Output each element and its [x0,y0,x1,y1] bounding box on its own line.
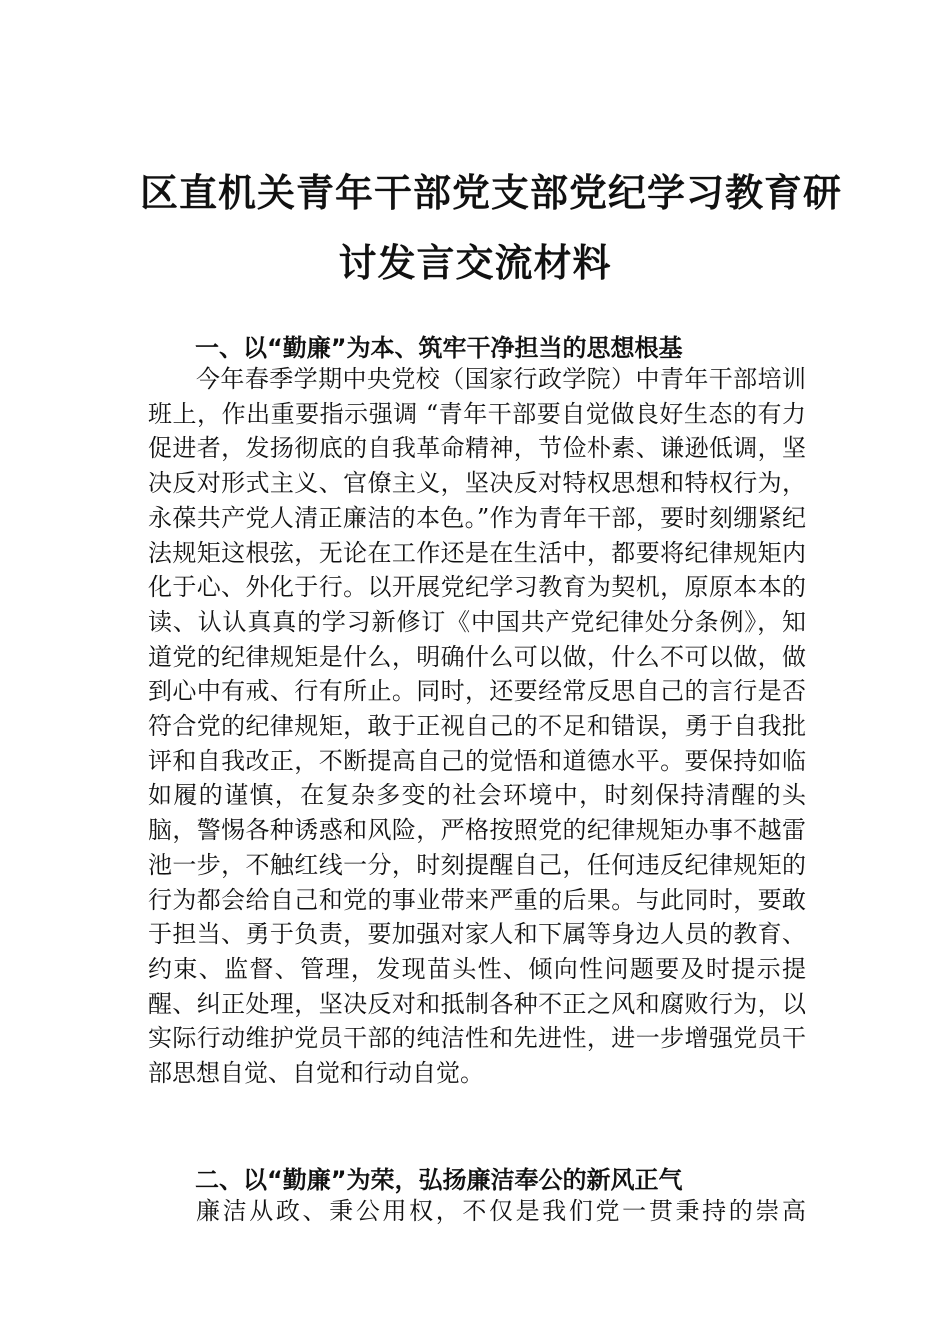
section-2-paragraph: 廉洁从政、秉公用权，不仅是我们党一贯秉持的崇高 [196,1197,806,1225]
section-2-heading: 二、以“勤廉”为荣，弘扬廉洁奉公的新风正气 [195,1166,683,1194]
section-1-heading: 一、以“勤廉”为本、筑牢干净担当的思想根基 [195,334,683,362]
document-title-line-2: 讨发言交流材料 [338,240,612,285]
section-1-paragraph: 今年春季学期中央党校（国家行政学院）中青年干部培训班上，作出重要指示强调 “青年干部要自觉做良好生态的有力促进者，发扬彻底的自我革命精神，节俭朴素、谦逊低调，坚决反对形式主义、官僚主义，坚决反对特权思想和特权行为，永葆共产党人清正廉洁的本色。”作为青年干部，要时刻绷紧纪法规矩这根弦，无论在工作还是在生活中，都要将纪律规矩内化于心、外化于行。以开展党纪学习教育为契机，原原本本的读、认认真真的学习新修订《中国共产党纪律处分条例》，知道党的纪律规矩是什么，明确什么可以做，什么不可以做，做到心中有戒、行有所止。同时，还要经常反思自己的言行是否符合党的纪律规矩，敢于正视自己的不足和错误，勇于自我批评和自我改正，不断提高自己的觉悟和道德水平。要保持如临如履的谨慎，在复杂多变的社会环境中，时刻保持清醒的头脑，警惕各种诱惑和风险，严格按照党的纪律规矩办事不越雷池一步，不触红线一分，时刻提醒自己，任何违反纪律规矩的行为都会给自己和党的事业带来严重的后果。与此同时，要敢于担当、勇于负责，要加强对家人和下属等身边人员的教育、约束、监督、管理，发现苗头性、倾向性问题要及时提示提醒、纠正处理，坚决反对和抵制各种不正之风和腐败行为，以实际行动维护党员干部的纯洁性和先进性，进一步增强党员干部思想自觉、自觉和行动自觉。 [148,365,806,1088]
document-title-line-1: 区直机关青年干部党支部党纪学习教育研 [140,170,843,215]
